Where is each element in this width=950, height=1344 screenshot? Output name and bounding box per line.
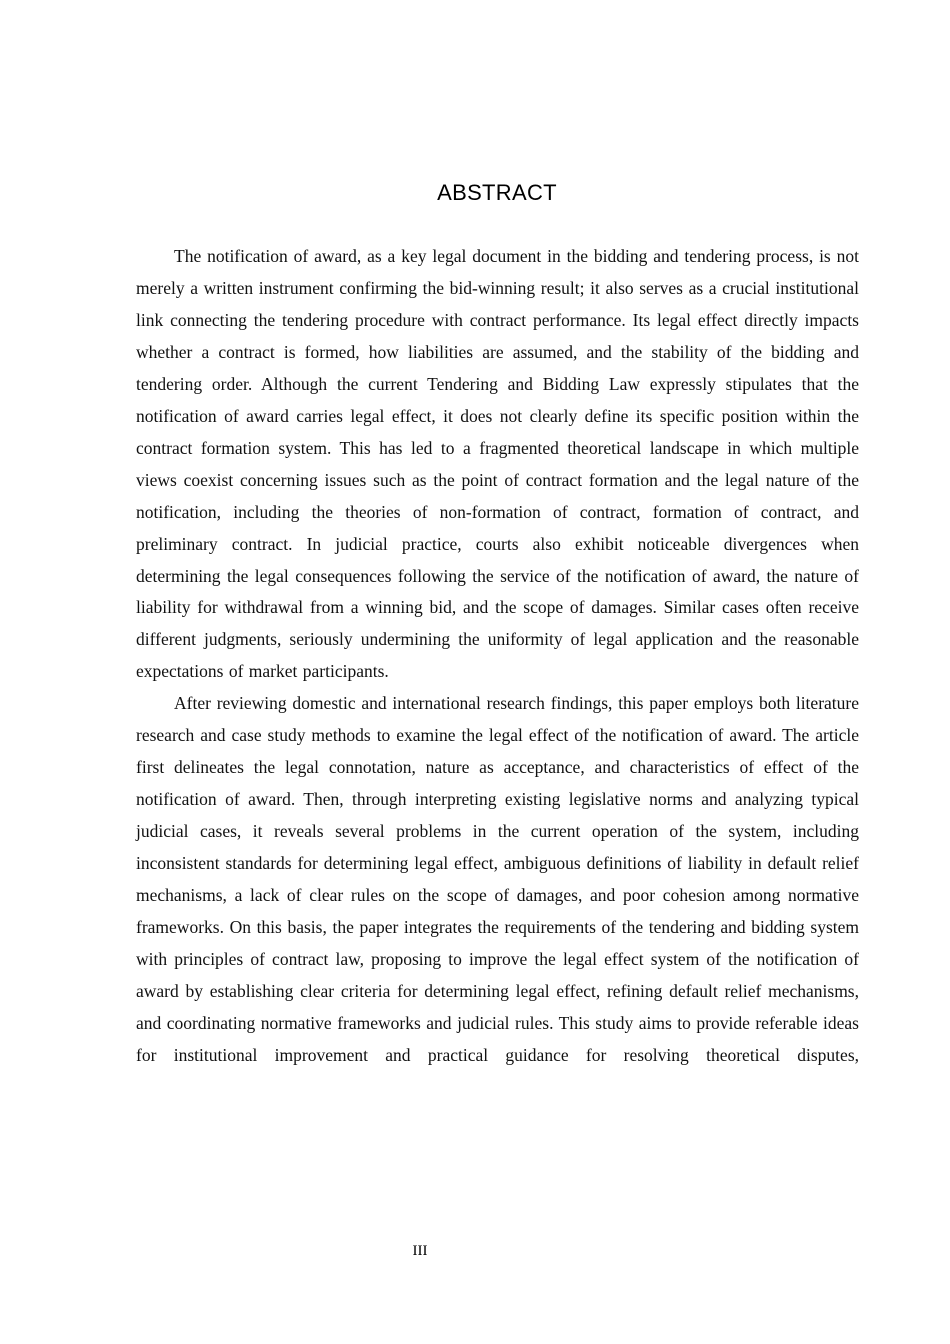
- abstract-paragraph-2: After reviewing domestic and international research findings, this paper employs both literature research and case study methods to examine the legal effect of the notification of award. The article first delineates the legal connotation, nature as acceptance, and characteristics of effect of the notification of award. Then, through interpreting existing legislative norms and analyzing typical judicial cases, it reveals several problems in the current operation of the system, including inconsistent standards for determining legal effect, ambiguous definitions of liability in default relief mechanisms, a lack of clear rules on the scope of damages, and poor cohesion among normative frameworks. On this basis, the paper integrates the requirements of the tendering and bidding system with principles of contract law, proposing to improve the legal effect system of the notification of award by establishing clear criteria for determining legal effect, refining default relief mechanisms, and coordinating normative frameworks and judicial rules. This study aims to provide referable ideas for institutional improvement and practical guidance for resolving theoretical disputes,: [136, 693, 859, 1065]
- abstract-paragraph-1: The notification of award, as a key legal document in the bidding and tendering process, is not merely a written instrument confirming the bid-winning result; it also serves as a crucial institutional link connecting the tendering procedure with contract performance. Its legal effect directly impacts whether a contract is formed, how liabilities are assumed, and the stability of the bidding and tendering order. Although the current Tendering and Bidding Law expressly stipulates that the notification of award carries legal effect, it does not clearly define its specific position within the contract formation system. This has led to a fragmented theoretical landscape in which multiple views coexist concerning issues such as the point of contract formation and the legal nature of the notification, including the theories of non-formation of contract, formation of contract, and preliminary contract. In judicial practice, courts also exhibit noticeable divergences when determining the legal consequences following the service of the notification of award, the nature of liability for withdrawal from a winning bid, and the scope of damages. Similar cases often receive different judgments, seriously undermining the uniformity of legal application and the reasonable expectations of market participants.: [136, 246, 859, 682]
- abstract-body: [136, 241, 859, 1072]
- page-number: III: [412, 1243, 428, 1259]
- abstract-title: ABSTRACT: [437, 180, 557, 205]
